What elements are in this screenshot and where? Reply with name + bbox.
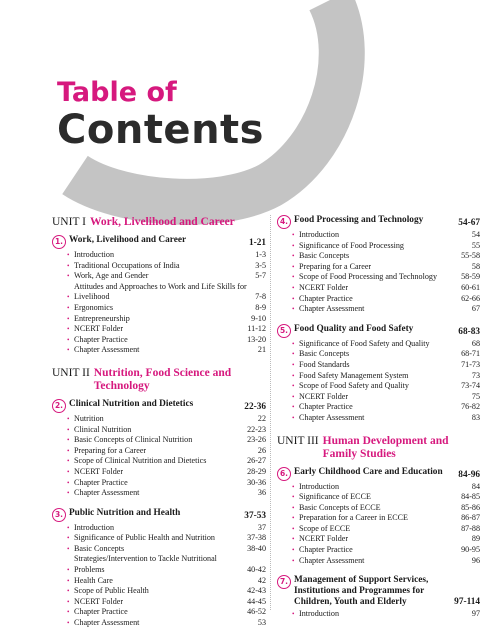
bullet-icon: •	[67, 597, 70, 606]
topic-title: NCERT Folder	[74, 466, 124, 476]
topic-pages: 37	[257, 522, 266, 532]
topic-item[interactable]	[277, 513, 480, 524]
topic-pages: 67	[471, 304, 480, 314]
topic-item[interactable]	[52, 324, 266, 335]
topic-item[interactable]	[277, 272, 480, 283]
chapter-pages: 68-83	[458, 326, 480, 337]
topic-title: Ergonomics	[74, 302, 113, 312]
chapter-pages: 22-36	[244, 401, 266, 412]
topic-item[interactable]	[277, 339, 480, 350]
chapter-heading[interactable]	[52, 508, 266, 522]
bullet-icon: •	[67, 576, 70, 585]
column-divider	[270, 215, 271, 610]
topic-item[interactable]	[52, 414, 266, 425]
topic-title: Chapter Assessment	[74, 345, 140, 355]
topic-pages: 42-43	[247, 586, 266, 596]
chapter-pages: 97-114	[454, 597, 480, 608]
topic-title: Preparing for a Career	[299, 261, 372, 271]
topic-pages: 8-9	[255, 302, 266, 312]
topic-pages: 68-71	[461, 349, 480, 359]
topic-item[interactable]	[52, 533, 266, 544]
topic-pages: 40-42	[247, 565, 266, 575]
bullet-icon: •	[292, 403, 295, 412]
topic-item[interactable]	[277, 371, 480, 382]
topic-pages: 90-95	[461, 545, 480, 555]
topic-pages: 3-5	[255, 260, 266, 270]
chapter-pages: 54-67	[458, 218, 480, 228]
bullet-icon: •	[292, 514, 295, 523]
bullet-icon: •	[292, 262, 295, 271]
topic-pages: 5-7	[255, 271, 266, 281]
topic-title: Food Safety Management System	[299, 370, 409, 380]
topic-item[interactable]	[52, 478, 266, 489]
topic-item[interactable]	[52, 597, 266, 608]
topic-title: Basic Concepts	[299, 251, 350, 261]
chapter-title: Work, Livelihood and Career	[69, 235, 187, 245]
topic-item[interactable]	[277, 524, 480, 535]
topic-item[interactable]	[52, 345, 266, 356]
topic-pages: 55-58	[461, 251, 480, 261]
unit-number: UNIT I	[52, 216, 86, 228]
topic-title: Basic Concepts	[299, 349, 350, 359]
topic-pages: 13-20	[247, 334, 266, 344]
bullet-icon: •	[292, 283, 295, 292]
chapter-heading[interactable]	[52, 235, 266, 249]
topic-item[interactable]	[52, 467, 266, 478]
topic-title: NCERT Folder	[299, 282, 349, 292]
topic-title: Health Care	[74, 575, 113, 585]
unit-number: UNIT III	[277, 434, 319, 447]
topic-pages: 22-23	[247, 424, 266, 434]
topic-pages: 60-61	[461, 282, 480, 292]
bullet-icon: •	[292, 546, 295, 555]
topic-item[interactable]	[52, 607, 266, 618]
topic-title: Chapter Practice	[74, 334, 128, 344]
chapter-heading[interactable]	[277, 215, 480, 229]
topic-pages: 37-38	[247, 533, 266, 543]
topic-pages: 71-73	[461, 359, 480, 369]
chapter-number-badge: 6.	[277, 467, 291, 481]
topic-item[interactable]	[52, 456, 266, 467]
chapter-title: Clinical Nutrition and Dietetics	[69, 398, 194, 409]
topic-list	[277, 482, 480, 567]
bullet-icon: •	[292, 294, 295, 303]
topic-list	[52, 250, 266, 356]
unit-heading	[52, 367, 266, 393]
bullet-icon: •	[292, 556, 295, 565]
topic-item[interactable]	[277, 503, 480, 514]
topic-item[interactable]	[277, 392, 480, 403]
topic-pages: 86-87	[461, 513, 480, 523]
topic-item[interactable]	[52, 435, 266, 446]
chapter-title: Early Childhood Care and Education	[294, 466, 443, 477]
topic-title: Chapter Assessment	[74, 618, 140, 628]
topic-item[interactable]	[277, 534, 480, 545]
bullet-icon: •	[292, 382, 295, 391]
topic-pages: 38-40	[247, 543, 266, 553]
bullet-icon: •	[67, 544, 70, 553]
bullet-icon: •	[67, 303, 70, 312]
topic-item[interactable]	[277, 230, 480, 241]
chapter-title: Food Processing and Technology	[294, 215, 424, 225]
topic-item[interactable]	[277, 304, 480, 315]
topic-item[interactable]	[52, 446, 266, 457]
topic-title: Preparation for a Career in ECCE	[299, 513, 409, 523]
topic-item[interactable]	[52, 523, 266, 534]
topic-title: Attitudes and Approaches to Work and Life Skills for Livelihood	[74, 281, 247, 302]
topic-item[interactable]	[52, 303, 266, 314]
bullet-icon: •	[292, 392, 295, 401]
topic-item[interactable]	[277, 349, 480, 360]
topic-item[interactable]	[277, 413, 480, 424]
topic-title: NCERT Folder	[74, 324, 124, 334]
chapter-number-badge: 1.	[52, 235, 66, 249]
topic-pages: 58	[471, 261, 480, 271]
bullet-icon: •	[67, 425, 70, 434]
bullet-icon: •	[67, 261, 70, 270]
bullet-icon: •	[292, 241, 295, 250]
bullet-icon: •	[67, 478, 70, 487]
unit-title: Nutrition, Food Science and Technology	[93, 366, 232, 392]
chapter-heading[interactable]	[52, 399, 266, 413]
topic-pages: 85-86	[461, 502, 480, 512]
topic-list	[52, 523, 266, 629]
topic-pages: 84-85	[461, 492, 480, 502]
topic-pages: 89	[471, 534, 480, 544]
chapter-pages: 84-96	[458, 469, 480, 480]
topic-title: Nutrition	[74, 413, 104, 423]
bullet-icon: •	[292, 371, 295, 380]
topic-pages: 11-12	[247, 324, 266, 334]
chapter-pages: 37-53	[244, 510, 266, 521]
title-line-2: Contents	[57, 107, 264, 153]
topic-item[interactable]	[52, 282, 266, 303]
bullet-icon: •	[67, 414, 70, 423]
topic-item[interactable]	[277, 545, 480, 556]
bullet-icon: •	[292, 360, 295, 369]
bullet-icon: •	[67, 566, 70, 575]
bullet-icon: •	[67, 489, 70, 498]
topic-title: Work, Age and Gender	[74, 271, 149, 281]
topic-title: Scope of ECCE	[299, 523, 351, 533]
topic-title: Chapter Assessment	[299, 304, 365, 314]
toc-left-column	[52, 215, 266, 629]
topic-item[interactable]	[277, 556, 480, 567]
topic-title: Traditional Occupations of India	[74, 260, 180, 270]
topic-title: Introduction	[299, 609, 340, 619]
topic-pages: 54	[471, 230, 480, 239]
bullet-icon: •	[292, 493, 295, 502]
bullet-icon: •	[67, 335, 70, 344]
chapter-heading[interactable]	[277, 575, 480, 608]
topic-pages: 58-59	[461, 272, 480, 282]
unit-number: UNIT II	[52, 366, 90, 379]
topic-pages: 23-26	[247, 435, 266, 445]
bullet-icon: •	[67, 346, 70, 355]
topic-title: Significance of ECCE	[299, 492, 371, 502]
bullet-icon: •	[67, 251, 70, 259]
bullet-icon: •	[67, 587, 70, 596]
bullet-icon: •	[292, 273, 295, 282]
bullet-icon: •	[67, 457, 70, 466]
topic-title: Strategies/Intervention to Tackle Nutritional Problems	[74, 554, 217, 575]
topic-title: NCERT Folder	[74, 596, 124, 606]
topic-item[interactable]	[277, 381, 480, 392]
topic-item[interactable]	[52, 554, 266, 575]
topic-pages: 28-29	[247, 466, 266, 476]
topic-pages: 46-52	[247, 607, 266, 617]
title-line-1: Table of	[57, 77, 177, 108]
topic-title: Introduction	[299, 481, 340, 491]
bullet-icon: •	[67, 467, 70, 476]
bullet-icon: •	[292, 503, 295, 512]
unit-spacer	[52, 356, 266, 366]
topic-pages: 26	[257, 445, 266, 455]
topic-pages: 76-82	[461, 402, 480, 412]
bullet-icon: •	[67, 314, 70, 323]
topic-title: Chapter Assessment	[299, 412, 365, 422]
topic-pages: 9-10	[251, 313, 266, 323]
topic-pages: 22	[257, 413, 266, 423]
topic-title: Introduction	[74, 522, 115, 532]
topic-pages: 21	[257, 345, 266, 355]
topic-pages: 55	[471, 240, 480, 250]
bullet-icon: •	[67, 534, 70, 543]
chapter-title: Management of Support Services, Institutions and Programmes for Children, Youth and Elderly	[294, 575, 429, 608]
topic-item[interactable]	[277, 492, 480, 503]
topic-pages: 7-8	[255, 292, 266, 302]
topic-title: Significance of Public Health and Nutrition	[74, 533, 215, 543]
topic-item[interactable]	[52, 250, 266, 261]
topic-list	[277, 339, 480, 424]
chapter-title: Food Quality and Food Safety	[294, 323, 414, 334]
topic-item[interactable]	[277, 251, 480, 262]
topic-title: Scope of Public Health	[74, 586, 149, 596]
topic-pages: 26-27	[247, 456, 266, 466]
topic-item[interactable]	[52, 576, 266, 587]
topic-item[interactable]	[52, 314, 266, 325]
bullet-icon: •	[292, 524, 295, 533]
bullet-icon: •	[67, 436, 70, 445]
topic-title: Chapter Practice	[299, 402, 353, 412]
topic-title: Basic Concepts of Clinical Nutrition	[74, 435, 193, 445]
unit-heading	[277, 435, 480, 461]
topic-title: Chapter Practice	[299, 293, 353, 303]
topic-item[interactable]	[52, 335, 266, 346]
chapter-number-badge: 7.	[277, 575, 291, 589]
topic-title: Chapter Practice	[299, 545, 353, 555]
topic-item[interactable]	[52, 586, 266, 597]
bullet-icon: •	[67, 619, 70, 628]
topic-item[interactable]	[52, 544, 266, 555]
topic-pages: 30-36	[247, 477, 266, 487]
topic-pages: 97	[471, 609, 480, 619]
topic-pages: 1-3	[255, 250, 266, 259]
topic-title: Basic Concepts	[74, 543, 125, 553]
topic-item[interactable]	[52, 261, 266, 272]
topic-pages: 53	[257, 618, 266, 628]
unit-spacer	[277, 424, 480, 434]
topic-title: Clinical Nutrition	[74, 424, 132, 434]
bullet-icon: •	[67, 325, 70, 334]
topic-pages: 75	[471, 391, 480, 401]
topic-item[interactable]	[52, 618, 266, 629]
topic-title: Introduction	[74, 250, 115, 259]
unit-title: Human Development and Family Studies	[322, 434, 449, 460]
topic-item[interactable]	[277, 482, 480, 493]
bullet-icon: •	[292, 610, 295, 619]
topic-title: Food Standards	[299, 359, 350, 369]
topic-item[interactable]	[277, 402, 480, 413]
topic-item[interactable]	[277, 262, 480, 273]
topic-pages: 44-45	[247, 596, 266, 606]
topic-pages: 68	[471, 338, 480, 348]
topic-item[interactable]	[277, 294, 480, 305]
unit-title: Work, Livelihood and Career	[89, 216, 235, 228]
topic-title: NCERT Folder	[299, 534, 349, 544]
topic-title: Entrepreneurship	[74, 313, 130, 323]
topic-title: Significance of Food Processing	[299, 240, 404, 250]
page-title	[57, 78, 264, 152]
bullet-icon: •	[292, 305, 295, 314]
bullet-icon: •	[67, 272, 70, 281]
topic-item[interactable]	[52, 425, 266, 436]
topic-pages: 62-66	[461, 293, 480, 303]
toc-right-column	[277, 215, 480, 620]
chapter-pages: 1-21	[248, 238, 266, 248]
topic-item[interactable]	[277, 283, 480, 294]
chapter-heading[interactable]	[277, 467, 480, 481]
topic-pages: 42	[257, 575, 266, 585]
topic-item[interactable]	[277, 360, 480, 371]
chapter-title: Public Nutrition and Health	[69, 507, 181, 518]
topic-pages: 87-88	[461, 523, 480, 533]
topic-item[interactable]	[52, 271, 266, 282]
topic-title: Scope of Food Safety and Quality	[299, 381, 409, 391]
topic-item[interactable]	[277, 609, 480, 620]
topic-title: NCERT Folder	[299, 391, 349, 401]
topic-title: Chapter Assessment	[299, 555, 365, 565]
topic-pages: 83	[471, 412, 480, 422]
bullet-icon: •	[292, 231, 295, 239]
topic-pages: 84	[471, 481, 480, 491]
topic-title: Significance of Food Safety and Quality	[299, 338, 430, 348]
bullet-icon: •	[67, 446, 70, 455]
bullet-icon: •	[292, 413, 295, 422]
topic-pages: 96	[471, 555, 480, 565]
topic-title: Basic Concepts of ECCE	[299, 502, 381, 512]
topic-title: Introduction	[299, 230, 340, 239]
topic-list	[277, 230, 480, 315]
bullet-icon: •	[292, 535, 295, 544]
bullet-icon: •	[292, 339, 295, 348]
topic-item[interactable]	[277, 241, 480, 252]
chapter-number-badge: 2.	[52, 399, 66, 413]
bullet-icon: •	[67, 608, 70, 617]
bullet-icon: •	[292, 252, 295, 261]
topic-pages: 73	[471, 370, 480, 380]
bullet-icon: •	[292, 482, 295, 491]
topic-pages: 73-74	[461, 381, 480, 391]
topic-list	[277, 609, 480, 620]
topic-list	[52, 414, 266, 499]
topic-title: Scope of Food Processing and Technology	[299, 272, 437, 282]
topic-item[interactable]	[52, 488, 266, 499]
chapter-number-badge: 5.	[277, 324, 291, 338]
unit-heading	[52, 216, 266, 229]
topic-title: Scope of Clinical Nutrition and Dietetics	[74, 456, 207, 466]
chapter-heading[interactable]	[277, 324, 480, 338]
topic-title: Chapter Practice	[74, 607, 128, 617]
bullet-icon: •	[67, 523, 70, 532]
topic-title: Chapter Assessment	[74, 488, 140, 498]
chapter-number-badge: 3.	[52, 508, 66, 522]
topic-pages: 36	[257, 488, 266, 498]
topic-title: Preparing for a Career	[74, 445, 147, 455]
chapter-number-badge: 4.	[277, 215, 291, 229]
bullet-icon: •	[292, 350, 295, 359]
topic-title: Chapter Practice	[74, 477, 128, 487]
bullet-icon: •	[67, 293, 70, 302]
